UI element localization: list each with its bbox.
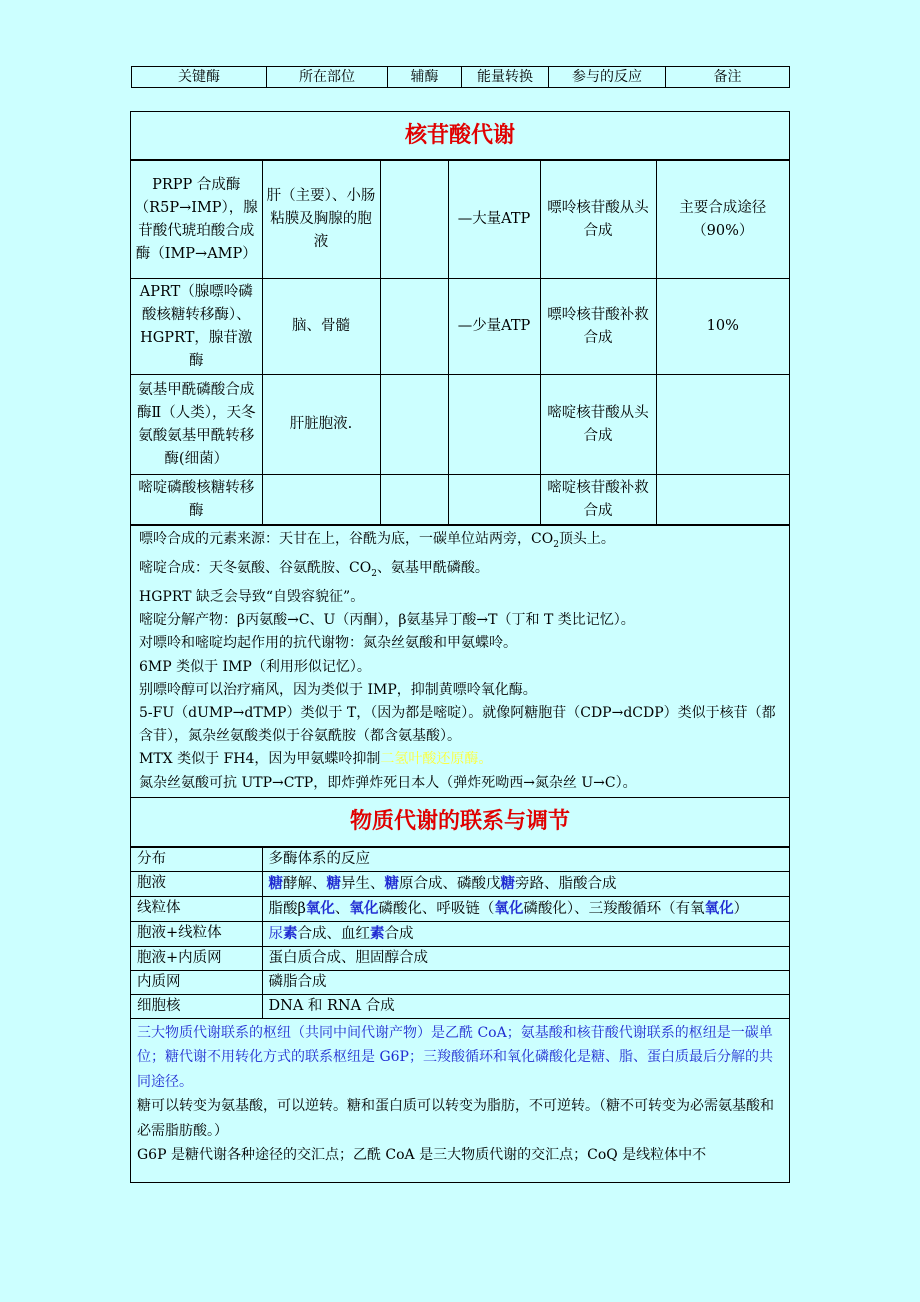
reaction-text: 磷酸化）、三羧酸循环（有氧 bbox=[523, 900, 705, 917]
cell-location: 分布 bbox=[131, 847, 262, 871]
reaction-text: 糖 bbox=[268, 874, 283, 892]
reaction-text: 脂酸β bbox=[268, 900, 306, 917]
table-row bbox=[131, 871, 789, 896]
cell-location: 内质网 bbox=[131, 970, 262, 994]
note-paragraph: 糖可以转变为氨基酸，可以逆转。糖和蛋白质可以转变为脂肪，不可逆转。（糖不可转变为必需氨基酸和必需脂肪酸。） bbox=[137, 1098, 774, 1139]
table-row bbox=[131, 475, 789, 525]
note-line: 6MP 类似于 IMP（利用形似记忆）。 bbox=[139, 658, 371, 675]
reaction-text: 氧化 bbox=[305, 899, 335, 917]
reaction-text: 素 bbox=[370, 924, 385, 942]
cell-note: 主要合成途径（90%） bbox=[656, 161, 789, 279]
reaction-text: 多酶体系的反应 bbox=[268, 850, 370, 867]
note-line: 嘌呤合成的元素来源：天甘在上，谷酰为底，一碳单位站两旁，$CO_2$顶头上。 bbox=[139, 531, 615, 550]
reaction-text: ） bbox=[733, 900, 749, 917]
col-header: 关键酶 bbox=[132, 67, 267, 88]
reaction-text: 素 bbox=[283, 924, 298, 942]
cell-location bbox=[262, 475, 380, 525]
note-line: HGPRT 缺乏会导致“自毁容貌征”。 bbox=[139, 589, 365, 605]
header-table bbox=[131, 66, 790, 88]
table-row bbox=[131, 375, 789, 475]
note-paragraph: G6P 是糖代谢各种途径的交汇点；乙酰 CoA 是三大物质代谢的交汇点；CoQ 是线粒体中不 bbox=[137, 1147, 707, 1164]
table-row bbox=[131, 847, 789, 871]
cell-location: 胞液+内质网 bbox=[131, 946, 262, 970]
table-row bbox=[131, 896, 789, 921]
cell-location: 线粒体 bbox=[131, 896, 262, 921]
cell-energy bbox=[448, 375, 540, 475]
cell-location: 细胞核 bbox=[131, 994, 262, 1018]
cell-enzyme: APRT（腺嘌呤磷酸核糖转移酶）、HGPRT，腺苷激酶 bbox=[131, 279, 262, 375]
nucleotide-notes bbox=[131, 525, 789, 797]
metabolism-notes bbox=[131, 1019, 789, 1170]
col-header: 能量转换 bbox=[462, 67, 549, 88]
cell-location: 肝脏胞液. bbox=[262, 375, 380, 475]
note-paragraph: 三大物质代谢联系的枢纽（共同中间代谢产物）是乙酰 CoA；氨基酸和核苷酸代谢联系的枢纽是一碳单位；糖代谢不用转化方式的联系枢纽是 G6P；三羧酸循环和氧化磷酸化是糖、脂、蛋白质最后分解的共同途径。 bbox=[137, 1024, 773, 1090]
cell-energy bbox=[448, 475, 540, 525]
reaction-text: 氧化 bbox=[349, 899, 379, 917]
table-row bbox=[131, 946, 789, 970]
cell-enzyme: 氨基甲酰磷酸合成酶Ⅱ（人类），天冬氨酸氨基甲酰转移酶(细菌） bbox=[131, 375, 262, 475]
section-title-metabolism: 物质代谢的联系与调节 bbox=[131, 797, 789, 847]
note-line: 5-FU（dUMP→dTMP）类似于 T，（因为都是嘧啶）。就像阿糖胞苷（CDP→dCDP）类似于核苷（都含苷），氮杂丝氨酸类似于谷氨酰胺（都含氨基酸）。 bbox=[139, 705, 776, 745]
reaction-text: 蛋白质合成、胆固醇合成 bbox=[268, 949, 428, 966]
cell-enzyme: PRPP 合成酶（R5P→IMP），腺苷酸代琥珀酸合成酶（IMP→AMP） bbox=[131, 161, 262, 279]
reaction-text: DNA 和 RNA 合成 bbox=[268, 997, 395, 1014]
reaction-text: 酵解、 bbox=[283, 875, 327, 892]
note-line: 嘧啶分解产物：β丙氨酸→C、U（丙酮），β氨基异丁酸→T（丁和 T 类比记忆）。 bbox=[139, 612, 635, 629]
location-table bbox=[131, 847, 789, 1019]
reaction-text: 、 bbox=[334, 900, 350, 917]
reaction-text: 氧化 bbox=[494, 899, 524, 917]
col-header: 所在部位 bbox=[267, 67, 388, 88]
cell-coenzyme bbox=[380, 279, 448, 375]
cell-location: 脑、骨髓 bbox=[262, 279, 380, 375]
reaction-text: 糖 bbox=[384, 874, 399, 892]
cell-coenzyme bbox=[380, 475, 448, 525]
note-line: 对嘌呤和嘧啶均起作用的抗代谢物：氮杂丝氨酸和甲氨蝶呤。 bbox=[139, 635, 517, 652]
reaction-text: 原合成、磷酸戊 bbox=[399, 875, 501, 892]
nucleotide-table bbox=[131, 160, 789, 525]
cell-reaction bbox=[262, 946, 789, 970]
reaction-text: 糖 bbox=[326, 874, 341, 892]
note-line: MTX 类似于 FH4，因为甲氨蝶呤抑制二氢叶酸还原酶。 bbox=[139, 751, 493, 768]
cell-reaction: 嘧啶核苷酸从头合成 bbox=[540, 375, 656, 475]
cell-reaction bbox=[262, 896, 789, 921]
cell-energy: —少量ATP bbox=[448, 279, 540, 375]
content-frame bbox=[130, 111, 790, 1183]
table-row bbox=[131, 921, 789, 946]
cell-location: 肝（主要）、小肠粘膜及胸腺的胞液 bbox=[262, 161, 380, 279]
cell-reaction: 嘧啶核苷酸补救合成 bbox=[540, 475, 656, 525]
table-row bbox=[131, 970, 789, 994]
cell-note bbox=[656, 475, 789, 525]
reaction-text: 磷酸化、呼吸链（ bbox=[378, 900, 495, 917]
reaction-text: 氧化 bbox=[704, 899, 734, 917]
cell-reaction: 嘌呤核苷酸补救合成 bbox=[540, 279, 656, 375]
reaction-text: 合成 bbox=[384, 925, 414, 942]
cell-reaction bbox=[262, 847, 789, 871]
cell-enzyme: 嘧啶磷酸核糖转移酶 bbox=[131, 475, 262, 525]
section-title-nucleotide: 核苷酸代谢 bbox=[131, 112, 789, 160]
cell-coenzyme bbox=[380, 161, 448, 279]
cell-reaction bbox=[262, 871, 789, 896]
faint-text: 二氢叶酸还原酶。 bbox=[380, 751, 493, 768]
cell-reaction bbox=[262, 970, 789, 994]
col-header: 备注 bbox=[666, 67, 790, 88]
col-header: 参与的反应 bbox=[549, 67, 666, 88]
cell-note: 10% bbox=[656, 279, 789, 375]
cell-reaction bbox=[262, 994, 789, 1018]
table-row bbox=[131, 279, 789, 375]
cell-location: 胞液 bbox=[131, 871, 262, 896]
cell-reaction: 嘌呤核苷酸从头合成 bbox=[540, 161, 656, 279]
table-row bbox=[131, 994, 789, 1018]
reaction-text: 旁路、脂酸合成 bbox=[515, 875, 617, 892]
reaction-text: 磷脂合成 bbox=[268, 973, 327, 990]
cell-reaction bbox=[262, 921, 789, 946]
table-row bbox=[131, 161, 789, 279]
reaction-text: 合成、血红 bbox=[297, 925, 370, 942]
note-line: 氮杂丝氨酸可抗 UTP→CTP，即炸弹炸死日本人（弹炸死呦西→氮杂丝 U→C）。 bbox=[139, 774, 637, 791]
col-header: 辅酶 bbox=[388, 67, 462, 88]
cell-energy: —大量ATP bbox=[448, 161, 540, 279]
reaction-text: 糖 bbox=[500, 874, 515, 892]
note-line: 嘧啶合成：天冬氨酸、谷氨酰胺、$CO_2$、氨基甲酰磷酸。 bbox=[139, 560, 489, 579]
cell-coenzyme bbox=[380, 375, 448, 475]
reaction-text: 异生、 bbox=[341, 875, 385, 892]
reaction-text: 尿 bbox=[268, 925, 283, 942]
cell-location: 胞液+线粒体 bbox=[131, 921, 262, 946]
cell-note bbox=[656, 375, 789, 475]
note-line: 别嘌呤醇可以治疗痛风，因为类似于 IMP，抑制黄嘌呤氧化酶。 bbox=[139, 681, 537, 698]
